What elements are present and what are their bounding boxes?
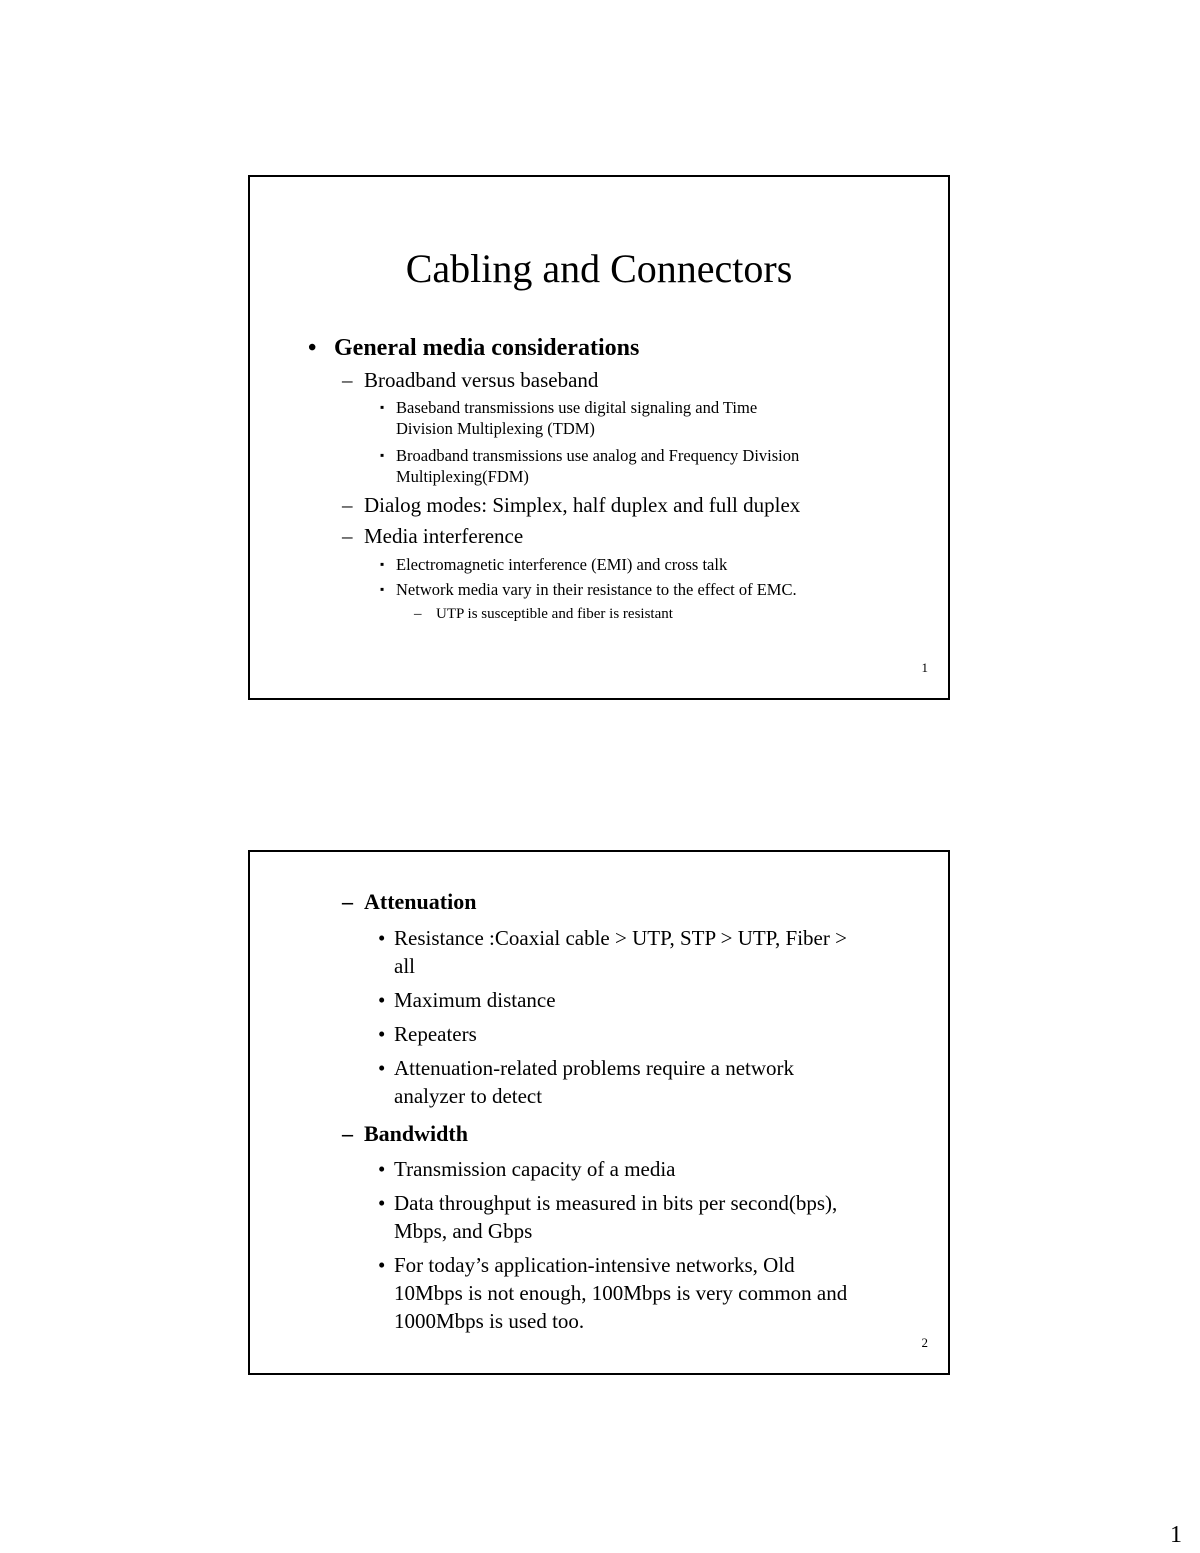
bullet-level-3 [380,554,727,575]
bullet-text-line: 10Mbps is not enough, 100Mbps is very common and [394,1281,848,1305]
bullet-level-3 [378,924,847,980]
bullet-level-3 [380,445,799,487]
bullet-text: Transmission capacity of a media [394,1157,676,1181]
bullet-text-line: Data throughput is measured in bits per second(bps), [394,1191,838,1215]
bullet-text: Electromagnetic interference (EMI) and cross talk [396,555,728,574]
dash-marker: – [342,368,353,392]
bullet-marker: • [378,1253,386,1277]
bullet-text-line: Division Multiplexing (TDM) [396,419,595,438]
bullet-text: Maximum distance [394,988,556,1012]
slide-1 [248,175,950,700]
bullet-level-3 [378,1054,794,1110]
bullet-marker: • [378,1157,386,1181]
bullet-marker: • [378,926,386,950]
slide-2 [248,850,950,1375]
section-heading: Bandwidth [364,1121,468,1146]
bullet-text: Dialog modes: Simplex, half duplex and full duplex [364,493,801,517]
bullet-level-2 [342,524,523,549]
dash-marker: – [342,889,353,914]
bullet-marker: • [378,1056,386,1080]
square-bullet-marker: ▪ [380,582,385,596]
bullet-level-2 [342,889,476,914]
bullet-level-3 [378,1251,847,1335]
bullet-text-line: Broadband transmissions use analog and Frequency Division [396,446,800,465]
square-bullet-marker: ▪ [380,448,385,462]
square-bullet-marker: ▪ [380,557,385,571]
slide-number: 1 [921,660,928,675]
bullet-text-line: 1000Mbps is used too. [394,1309,585,1333]
bullet-level-3 [380,397,757,439]
bullet-text: Repeaters [394,1022,477,1046]
dash-marker: – [342,524,353,548]
bullet-text-line: Mbps, and Gbps [394,1219,533,1243]
bullet-text-line: Resistance :Coaxial cable > UTP, STP > UTP, Fiber > [394,926,847,950]
bullet-level-3 [378,1155,676,1183]
page-number: 1 [1170,1522,1182,1548]
bullet-level-2 [342,368,598,393]
bullet-text-line: Attenuation-related problems require a network [394,1056,795,1080]
section-heading: Attenuation [364,889,477,914]
bullet-text-line: For today’s application-intensive networks, Old [394,1253,795,1277]
slide-number: 2 [921,1335,928,1350]
bullet-marker: • [378,1022,386,1046]
bullet-marker: • [378,988,386,1012]
bullet-text: UTP is susceptible and fiber is resistant [436,606,673,622]
bullet-level-3 [380,579,797,600]
bullet-text: Network media vary in their resistance to the effect of EMC. [396,580,797,599]
bullet-level-3 [378,1189,837,1245]
bullet-level-2 [342,1121,468,1146]
bullet-text-line: analyzer to detect [394,1084,543,1108]
bullet-text-line: Multiplexing(FDM) [396,467,529,486]
dash-marker: – [342,493,353,517]
bullet-text: General media considerations [334,335,640,361]
bullet-marker: • [378,1191,386,1215]
dash-marker: – [414,606,422,622]
bullet-marker: • [308,335,317,361]
bullet-level-3 [378,986,556,1014]
bullet-level-1 [308,334,639,362]
bullet-text: Media interference [364,524,524,548]
bullet-text: Broadband versus baseband [364,368,599,392]
slide-title: Cabling and Connectors [405,246,793,291]
bullet-text-line: all [394,954,415,978]
bullet-level-3 [378,1020,477,1048]
bullet-level-4 [414,605,673,624]
bullet-level-2 [342,493,800,518]
bullet-text-line: Baseband transmissions use digital signaling and Time [396,398,758,417]
dash-marker: – [342,1121,353,1146]
square-bullet-marker: ▪ [380,400,385,414]
